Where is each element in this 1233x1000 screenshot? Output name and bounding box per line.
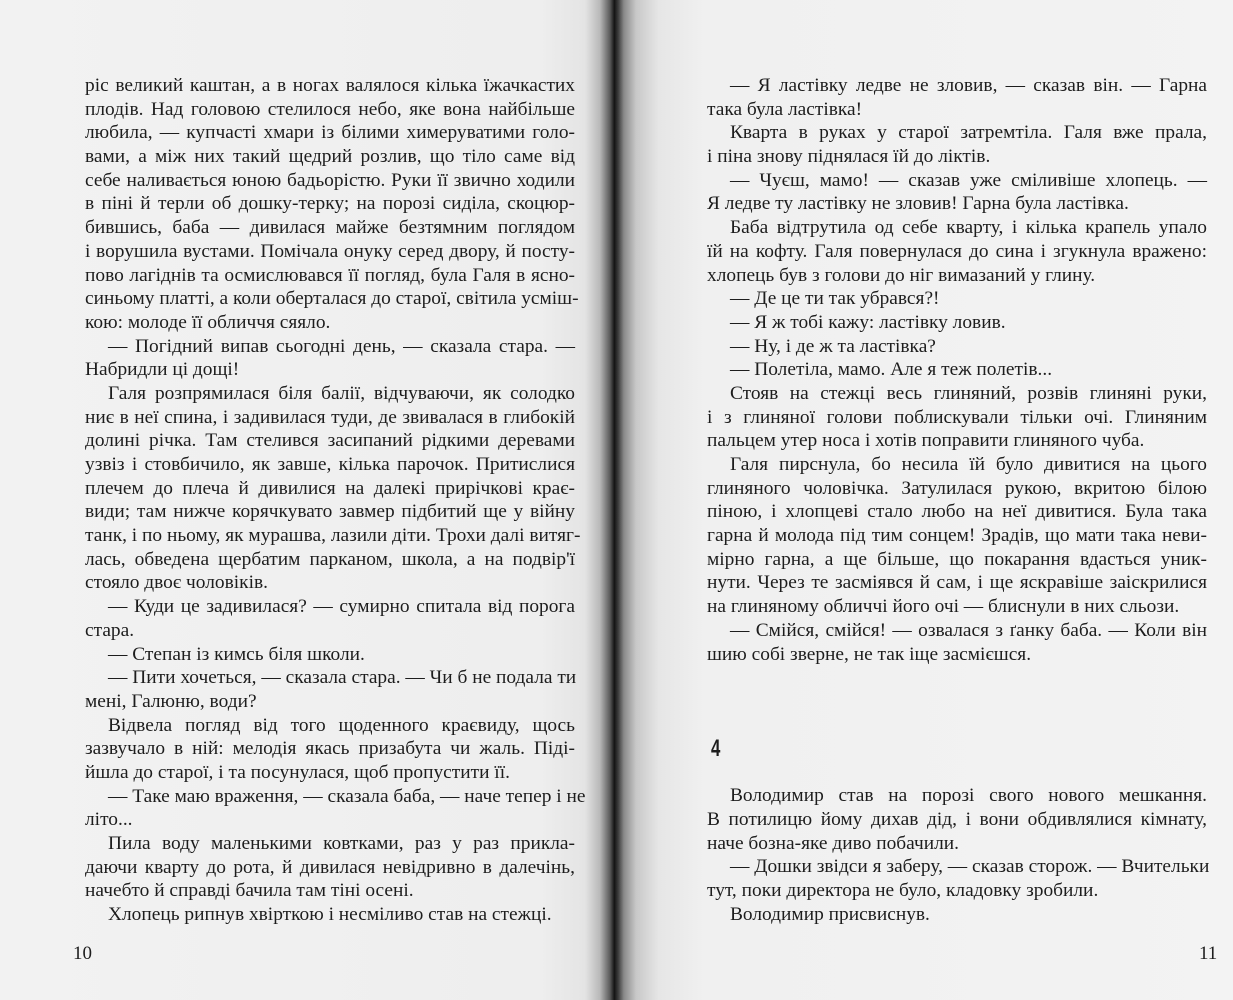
text-line: синьому платті, а коли оберталася до старої, світила усміш- bbox=[85, 288, 579, 310]
text-line: — Дошки звідси я заберу, — сказав сторож. — Вчительки bbox=[730, 856, 1210, 878]
text-line: плечем до плеча й дивилися на далекі прирічкові крає- bbox=[85, 477, 575, 499]
text-line: мірно гарна, а ще більше, що покарання вдасться уник- bbox=[707, 548, 1207, 570]
text-line: на глиняному обличчі його очі — блиснули в них сльози. bbox=[707, 596, 1180, 618]
paragraph bbox=[707, 216, 1207, 287]
paragraph bbox=[707, 169, 1207, 216]
paragraph bbox=[707, 358, 1207, 382]
text-line: така була ластівка! bbox=[707, 98, 863, 120]
paragraph bbox=[707, 453, 1207, 619]
paragraph bbox=[707, 335, 1207, 359]
text-line: Набридли ці дощі! bbox=[85, 359, 240, 381]
text-line: — Я ластівку ледве не зловив, — сказав він. — Гарна bbox=[730, 75, 1207, 96]
text-line: Баба відтрутила од себе кварту, і кілька крапель упало bbox=[730, 217, 1207, 239]
text-line: Я ледве ту ластівку не зловив! Гарна була ластівка. bbox=[707, 193, 1129, 215]
page-number-right: 11 bbox=[1199, 943, 1218, 964]
text-line: плодів. Над головою стелилося небо, яке вона найбільше bbox=[85, 98, 575, 120]
text-line: гарна й молода під тим сонцем! Зрадів, що мати така неви- bbox=[707, 525, 1207, 547]
paragraph bbox=[85, 666, 575, 713]
text-line: вами, а між них такий щедрий розлив, що тіло саме від bbox=[85, 146, 575, 168]
paragraph bbox=[707, 382, 1207, 453]
text-line: — Я ж тобі кажу: ластівку ловив. bbox=[730, 311, 1006, 333]
text-line: лась, обведена щербатим парканом, школа, а на подвір'ї bbox=[85, 548, 575, 570]
paragraph bbox=[85, 74, 579, 335]
text-line: і піна знову піднялася їй до ліктів. bbox=[707, 146, 991, 168]
text-line: — Погідний випав сьогодні день, — сказала стара. — bbox=[108, 335, 575, 357]
paragraph bbox=[85, 335, 575, 382]
text-line: Галя пирснула, бо несила їй було дивитися на цього bbox=[730, 454, 1207, 475]
paragraph bbox=[85, 382, 581, 595]
text-line: йшла до старої, і та посунулася, щоб пропустити її. bbox=[85, 761, 510, 783]
text-line: Кварта в руках у старої затремтіла. Галя вже прала, bbox=[730, 122, 1207, 144]
text-line: тут, поки директора не було, кладовку зробили. bbox=[707, 879, 1099, 901]
text-line: — Де це ти так убрався?! bbox=[730, 288, 940, 310]
text-line: стара. bbox=[85, 619, 135, 641]
text-line: Володимир присвиснув. bbox=[730, 903, 930, 925]
text-line: — Куди це задивилася? — сумирно спитала від порога bbox=[108, 596, 575, 618]
text-line: і з глиняної голови поблискували тільки очі. Глиняним bbox=[707, 406, 1207, 428]
text-line: долині річка. Там стелився засипаний рідкими деревами bbox=[85, 430, 575, 452]
text-line: мені, Галюню, води? bbox=[85, 690, 257, 712]
paragraph bbox=[707, 855, 1210, 902]
paragraph bbox=[85, 903, 575, 927]
paragraph bbox=[85, 643, 575, 667]
right-page bbox=[614, 0, 1233, 1000]
text-line: їй на кофту. Галя повернулася до сина і згукнула вражено: bbox=[707, 240, 1207, 262]
text-line: наче бозна-яке диво побачили. bbox=[707, 832, 959, 854]
chapter-heading: 4 bbox=[711, 735, 721, 763]
text-line: стояло двоє чоловіків. bbox=[85, 572, 268, 594]
right-page-text bbox=[707, 74, 1210, 926]
text-line: любила, — купчасті хмари із білими химеруватими голо- bbox=[85, 122, 575, 144]
paragraph bbox=[85, 832, 575, 903]
paragraph bbox=[85, 714, 575, 785]
chapter-4-text bbox=[707, 784, 1210, 926]
paragraph bbox=[707, 74, 1207, 121]
text-line: Галя розпрямилася біля балії, відчуваючи, як солодко bbox=[108, 382, 575, 404]
text-line: бившись, баба — дивилася майже безтямним поглядом bbox=[85, 217, 575, 239]
text-line: — Полетіла, мамо. Але я теж полетів... bbox=[730, 359, 1053, 381]
text-line: — Чуєш, мамо! — сказав уже сміливіше хлопець. — bbox=[730, 169, 1207, 191]
text-line: даючи кварту до рота, й дивилася невідривно в далечінь, bbox=[85, 856, 575, 878]
text-line: пальцем утер носа і хотів поправити глиняного чуба. bbox=[707, 430, 1145, 452]
text-line: В потилицю йому дихав дід, і вони обдивлялися кімнату, bbox=[707, 808, 1207, 830]
paragraph bbox=[85, 595, 575, 642]
paragraph bbox=[85, 785, 586, 832]
text-line: — Смійся, смійся! — озвалася з ґанку баба. — Коли він bbox=[730, 619, 1207, 641]
text-line: — Степан із кимсь біля школи. bbox=[108, 643, 365, 665]
paragraph bbox=[707, 619, 1207, 666]
text-line: — Пити хочеться, — сказала стара. — Чи б не подала ти bbox=[108, 667, 577, 689]
left-page-text bbox=[85, 74, 586, 927]
text-line: пово лагіднів та осмислювався її погляд, була Галя в ясно- bbox=[85, 264, 575, 286]
text-line: узвіз і стовбичило, як завше, кілька парочок. Притислися bbox=[85, 454, 575, 475]
page-number-left: 10 bbox=[73, 943, 92, 964]
text-line: глиняного чоловічка. Затулилася рукою, вкритою білою bbox=[707, 477, 1207, 499]
text-line: шию собі зверне, не так іще засмієшся. bbox=[707, 643, 1032, 665]
text-line: в піні й терли об дошку-терку; на порозі сиділа, скоцюр- bbox=[85, 193, 575, 215]
text-before-chapter bbox=[707, 74, 1207, 666]
text-line: — Ну, і де ж та ластівка? bbox=[730, 335, 936, 357]
text-line: Хлопець рипнув хвірткою і несміливо став на стежці. bbox=[108, 904, 552, 926]
text-line: Стояв на стежці весь глиняний, розвів глиняні руки, bbox=[730, 382, 1207, 404]
text-line: і ворушила вустами. Помічала онуку серед двору, й посту- bbox=[85, 240, 575, 262]
text-line: види; там нижче корячкувато завмер підбитий ще у війну bbox=[85, 501, 575, 523]
text-line: кою: молоде її обличчя сяяло. bbox=[85, 311, 331, 333]
text-line: нути. Через те засміявся й сам, і ще яскравіше заіскрилися bbox=[707, 572, 1207, 594]
text-line: Відвела погляд від того щоденного краєвиду, щось bbox=[108, 714, 575, 736]
text-line: ріс великий каштан, а в ногах валялося кілька їжачкастих bbox=[85, 75, 575, 96]
text-line: — Таке маю враження, — сказала баба, — наче тепер і не bbox=[108, 785, 586, 807]
text-line: хлопець був з голови до ніг вимазаний у глину. bbox=[707, 264, 1096, 286]
paragraph bbox=[707, 903, 1207, 927]
paragraph bbox=[707, 287, 1207, 311]
left-page bbox=[0, 0, 614, 1000]
text-line: себе наливається юною бадьорістю. Руки її звично ходили bbox=[85, 169, 575, 191]
text-line: зазвучало в ній: мелодія якась призабута чи жаль. Піді- bbox=[85, 738, 575, 760]
paragraph bbox=[707, 784, 1207, 855]
paragraph bbox=[707, 311, 1207, 335]
text-line: Пила воду маленькими ковтками, раз у раз прикла- bbox=[108, 833, 575, 854]
text-line: танк, і по ньому, як мурашва, лазили діти. Трохи далі витяг- bbox=[85, 525, 581, 547]
text-line: піною, і хлопцеві стало любо на неї дивитися. Була така bbox=[707, 501, 1207, 523]
paragraph bbox=[707, 121, 1207, 168]
text-line: ниє в неї спина, і задивилася туди, де звивалася в глибокій bbox=[85, 406, 575, 428]
text-line: Володимир став на порозі свого нового мешкання. bbox=[730, 785, 1207, 807]
text-line: літо... bbox=[85, 809, 133, 831]
text-line: начебто й справді бачила там тіні осені. bbox=[85, 880, 414, 902]
